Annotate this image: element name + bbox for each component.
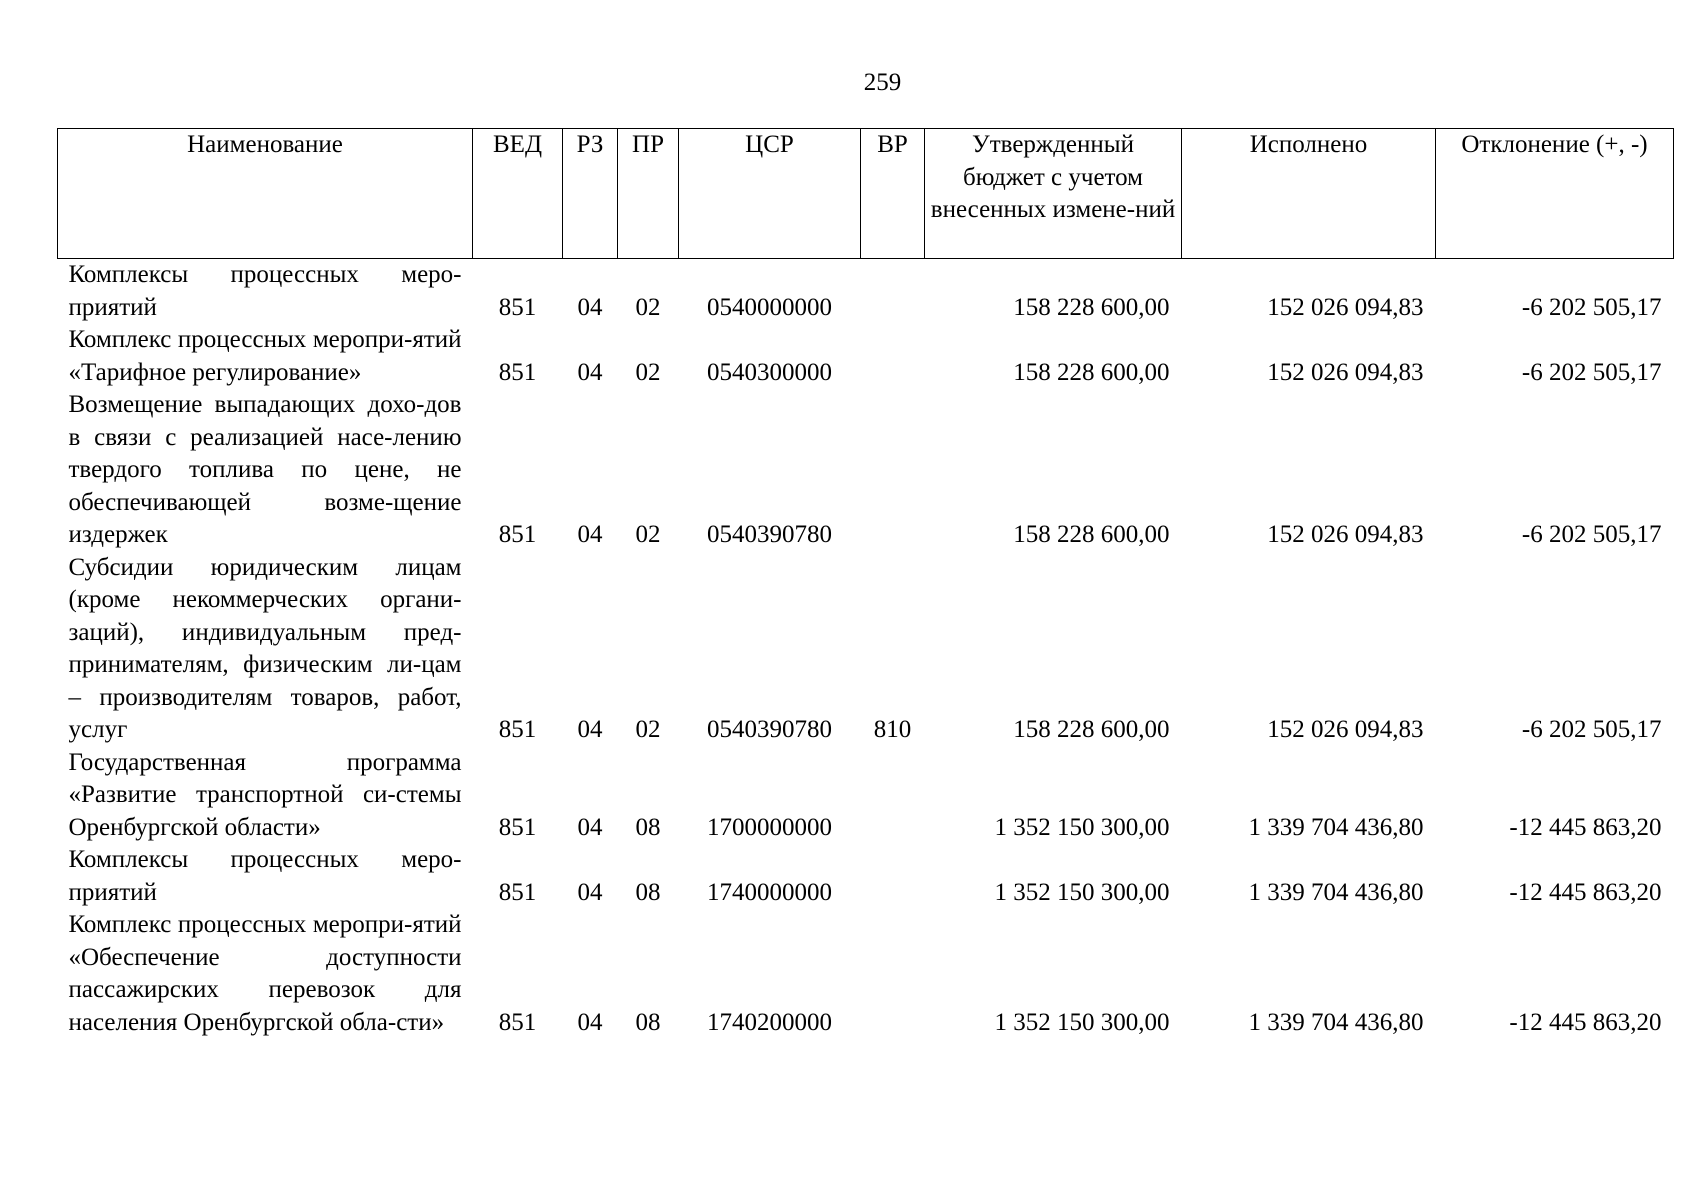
page-number: 259 — [863, 69, 902, 96]
row-csr: 0540000000 — [707, 293, 832, 321]
row-executed: 152 026 094,83 — [1267, 358, 1424, 386]
row-name: Комплексы процессных меро-приятий — [68, 846, 462, 906]
row-approved: 158 228 600,00 — [1013, 293, 1170, 321]
row-ved: 851 — [498, 716, 537, 743]
table-row — [58, 552, 1674, 747]
table-row — [58, 324, 1674, 389]
row-approved: 158 228 600,00 — [1013, 521, 1170, 548]
row-rz: 04 — [577, 1008, 603, 1036]
row-deviation: -12 445 863,20 — [1509, 813, 1662, 841]
row-rz: 04 — [577, 358, 603, 386]
row-rz: 04 — [577, 716, 603, 743]
row-vr: 810 — [873, 716, 912, 743]
row-deviation: -12 445 863,20 — [1509, 1008, 1662, 1036]
row-vr — [861, 324, 925, 389]
row-csr: 0540390780 — [707, 521, 832, 548]
row-vr — [861, 259, 925, 325]
row-deviation: -6 202 505,17 — [1521, 293, 1662, 321]
row-pr: 02 — [635, 293, 661, 321]
row-vr — [861, 909, 925, 1039]
row-executed: 152 026 094,83 — [1267, 716, 1424, 743]
row-pr: 08 — [635, 813, 661, 841]
row-executed: 1 339 704 436,80 — [1248, 878, 1424, 906]
row-pr: 08 — [635, 878, 661, 906]
budget-execution-table — [57, 128, 1674, 1039]
row-csr: 0540390780 — [707, 716, 832, 743]
row-approved: 1 352 150 300,00 — [994, 878, 1170, 906]
row-vr — [861, 747, 925, 845]
header-rz: РЗ — [563, 129, 618, 259]
row-approved: 1 352 150 300,00 — [994, 813, 1170, 841]
row-ved: 851 — [498, 358, 537, 386]
row-name: Комплексы процессных меро-приятий — [68, 261, 462, 321]
row-executed: 152 026 094,83 — [1267, 521, 1424, 548]
row-csr: 1740000000 — [707, 878, 832, 906]
header-deviation: Отклонение (+, -) — [1436, 129, 1674, 259]
row-ved: 851 — [498, 521, 537, 548]
row-approved: 158 228 600,00 — [1013, 716, 1170, 743]
row-executed: 152 026 094,83 — [1267, 293, 1424, 321]
row-ved: 851 — [498, 878, 537, 906]
row-executed: 1 339 704 436,80 — [1248, 1008, 1424, 1036]
table-header-row — [58, 129, 1674, 259]
table-row — [58, 389, 1674, 552]
row-pr: 08 — [635, 1008, 661, 1036]
header-executed: Исполнено — [1182, 129, 1436, 259]
row-csr: 0540300000 — [707, 358, 832, 386]
row-csr: 1700000000 — [707, 813, 832, 841]
row-name: Субсидии юридическим лицам (кроме некоммерческих органи-заций), индивидуальным пред-принимателям, физическим ли-цам – производителям товаров, работ, услуг — [68, 553, 462, 743]
row-pr: 02 — [635, 521, 661, 548]
row-executed: 1 339 704 436,80 — [1248, 813, 1424, 841]
row-deviation: -12 445 863,20 — [1509, 878, 1662, 906]
table-row — [58, 747, 1674, 845]
row-rz: 04 — [577, 813, 603, 841]
header-ved: ВЕД — [473, 129, 563, 259]
row-approved: 1 352 150 300,00 — [994, 1008, 1170, 1036]
header-approved-budget: Утвержденный бюджет с учетом внесенных измене-ний — [925, 129, 1182, 259]
row-csr: 1740200000 — [707, 1008, 832, 1036]
table-row — [58, 259, 1674, 325]
row-vr — [861, 844, 925, 909]
table-row — [58, 844, 1674, 909]
row-pr: 02 — [635, 358, 661, 386]
header-name: Наименование — [58, 129, 473, 259]
row-rz: 04 — [577, 878, 603, 906]
row-name: Комплекс процессных меропри-ятий «Тарифное регулирование» — [68, 326, 462, 386]
table-row — [58, 909, 1674, 1039]
row-approved: 158 228 600,00 — [1013, 358, 1170, 386]
row-rz: 04 — [577, 293, 603, 321]
row-deviation: -6 202 505,17 — [1521, 521, 1662, 548]
row-ved: 851 — [498, 813, 537, 841]
row-name: Государственная программа «Развитие транспортной си-стемы Оренбургской области» — [68, 748, 462, 841]
row-name: Комплекс процессных меропри-ятий «Обеспечение доступности пассажирских перевозок для населения Оренбургской обла-сти» — [68, 911, 462, 1036]
row-rz: 04 — [577, 521, 603, 548]
row-name: Возмещение выпадающих дохо-дов в связи с реализацией насе-лению твердого топлива по цене, не обеспечивающей возме-щение издержек — [68, 391, 462, 548]
row-deviation: -6 202 505,17 — [1521, 358, 1662, 386]
row-pr: 02 — [635, 716, 661, 743]
row-deviation: -6 202 505,17 — [1521, 716, 1662, 743]
row-vr — [861, 389, 925, 552]
header-pr: ПР — [618, 129, 679, 259]
header-vr: ВР — [861, 129, 925, 259]
row-ved: 851 — [498, 1008, 537, 1036]
row-ved: 851 — [498, 293, 537, 321]
header-csr: ЦСР — [679, 129, 861, 259]
